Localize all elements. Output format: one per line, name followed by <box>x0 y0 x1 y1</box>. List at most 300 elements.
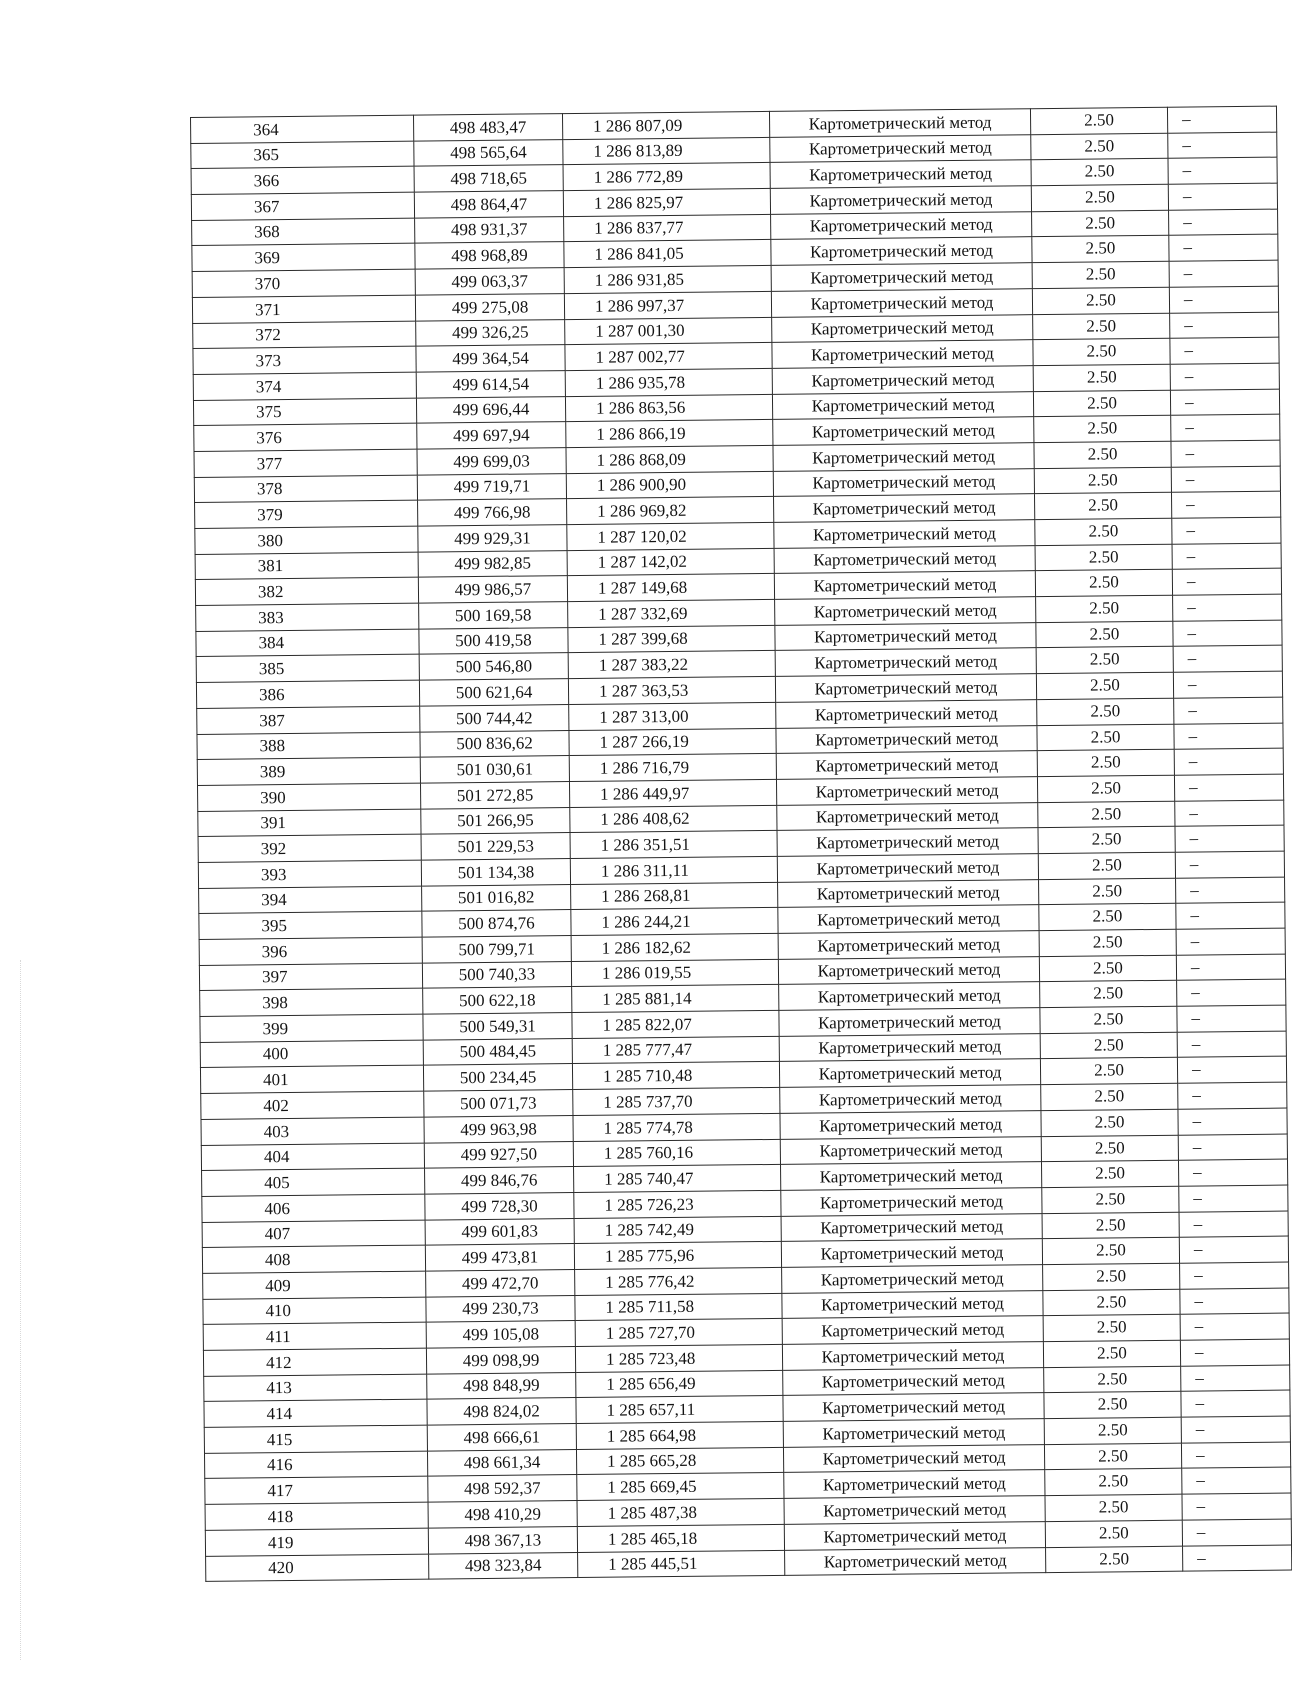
dash-cell: – <box>1176 902 1285 929</box>
dash-cell: – <box>1171 414 1280 441</box>
y-coordinate-cell: 1 285 881,14 <box>572 985 779 1013</box>
y-coordinate-cell: 1 286 969,82 <box>567 497 774 525</box>
accuracy-cell: 2.50 <box>1033 313 1170 340</box>
method-cell: Картометрический метод <box>778 879 1039 907</box>
x-coordinate-cell: 500 799,71 <box>422 936 571 963</box>
x-coordinate-cell: 499 699,03 <box>417 448 566 475</box>
dash-cell: – <box>1179 1236 1288 1263</box>
x-coordinate-cell: 499 929,31 <box>418 525 567 552</box>
accuracy-cell: 2.50 <box>1034 467 1171 494</box>
point-number-cell: 418 <box>205 1502 428 1530</box>
method-cell: Картометрический метод <box>781 1213 1042 1241</box>
point-number-cell: 405 <box>202 1168 425 1196</box>
method-cell: Картометрический метод <box>781 1188 1042 1216</box>
y-coordinate-cell: 1 287 363,53 <box>568 677 775 705</box>
accuracy-cell: 2.50 <box>1039 955 1176 982</box>
point-number-cell: 407 <box>202 1220 425 1248</box>
point-number-cell: 419 <box>205 1528 428 1556</box>
x-coordinate-cell: 498 824,02 <box>427 1398 576 1425</box>
y-coordinate-cell: 1 285 742,49 <box>574 1216 781 1244</box>
method-cell: Картометрический метод <box>772 366 1033 394</box>
x-coordinate-cell: 499 105,08 <box>426 1321 575 1348</box>
method-cell: Картометрический метод <box>777 802 1038 830</box>
x-coordinate-cell: 499 963,98 <box>424 1115 573 1142</box>
x-coordinate-cell: 501 272,85 <box>420 781 569 808</box>
dash-cell: – <box>1181 1416 1290 1443</box>
accuracy-cell: 2.50 <box>1037 749 1174 776</box>
accuracy-cell: 2.50 <box>1040 1006 1177 1033</box>
x-coordinate-cell: 501 016,82 <box>422 884 571 911</box>
x-coordinate-cell: 499 982,85 <box>418 550 567 577</box>
point-number-cell: 411 <box>203 1322 426 1350</box>
point-number-cell: 367 <box>191 192 414 220</box>
accuracy-cell: 2.50 <box>1045 1520 1182 1547</box>
y-coordinate-cell: 1 287 142,02 <box>567 548 774 576</box>
accuracy-cell: 2.50 <box>1041 1083 1178 1110</box>
method-cell: Картометрический метод <box>776 777 1037 805</box>
y-coordinate-cell: 1 286 268,81 <box>571 882 778 910</box>
method-cell: Картометрический метод <box>773 468 1034 496</box>
method-cell: Картометрический метод <box>776 751 1037 779</box>
accuracy-cell: 2.50 <box>1040 1058 1177 1085</box>
dash-cell: – <box>1178 1082 1287 1109</box>
dash-cell: – <box>1168 157 1277 184</box>
y-coordinate-cell: 1 286 716,79 <box>569 754 776 782</box>
x-coordinate-cell: 500 546,80 <box>419 653 568 680</box>
point-number-cell: 387 <box>197 706 420 734</box>
y-coordinate-cell: 1 285 760,16 <box>573 1139 780 1167</box>
method-cell: Картометрический метод <box>771 237 1032 265</box>
point-number-cell: 420 <box>206 1554 429 1582</box>
method-cell: Картометрический метод <box>772 340 1033 368</box>
method-cell: Картометрический метод <box>782 1342 1043 1370</box>
dash-cell: – <box>1181 1390 1290 1417</box>
x-coordinate-cell: 499 986,57 <box>418 576 567 603</box>
x-coordinate-cell: 499 098,99 <box>426 1347 575 1374</box>
x-coordinate-cell: 500 744,42 <box>420 704 569 731</box>
y-coordinate-cell: 1 286 863,56 <box>565 394 772 422</box>
x-coordinate-cell: 498 323,84 <box>429 1552 578 1579</box>
y-coordinate-cell: 1 287 399,68 <box>568 625 775 653</box>
point-number-cell: 391 <box>198 809 421 837</box>
point-number-cell: 417 <box>205 1477 428 1505</box>
x-coordinate-cell: 499 364,54 <box>416 345 565 372</box>
dash-cell: – <box>1182 1519 1291 1546</box>
y-coordinate-cell: 1 286 019,55 <box>571 959 778 987</box>
dash-cell: – <box>1170 312 1279 339</box>
point-number-cell: 406 <box>202 1194 425 1222</box>
y-coordinate-cell: 1 285 711,58 <box>575 1293 782 1321</box>
x-coordinate-cell: 499 473,81 <box>425 1244 574 1271</box>
accuracy-cell: 2.50 <box>1037 775 1174 802</box>
method-cell: Картометрический метод <box>783 1419 1044 1447</box>
accuracy-cell: 2.50 <box>1035 544 1172 571</box>
y-coordinate-cell: 1 285 465,18 <box>577 1524 784 1552</box>
dash-cell: – <box>1168 183 1277 210</box>
method-cell: Картометрический метод <box>772 314 1033 342</box>
dash-cell: – <box>1174 723 1283 750</box>
y-coordinate-cell: 1 286 813,89 <box>563 137 770 165</box>
x-coordinate-cell: 498 367,13 <box>428 1526 577 1553</box>
y-coordinate-cell: 1 286 311,11 <box>570 856 777 884</box>
point-number-cell: 393 <box>198 860 421 888</box>
dash-cell: – <box>1178 1159 1287 1186</box>
y-coordinate-cell: 1 287 383,22 <box>568 651 775 679</box>
method-cell: Картометрический метод <box>775 622 1036 650</box>
y-coordinate-cell: 1 286 997,37 <box>564 291 771 319</box>
y-coordinate-cell: 1 287 332,69 <box>568 599 775 627</box>
dash-cell: – <box>1179 1211 1288 1238</box>
x-coordinate-cell: 498 931,37 <box>415 216 564 243</box>
y-coordinate-cell: 1 286 408,62 <box>570 805 777 833</box>
y-coordinate-cell: 1 285 710,48 <box>572 1062 779 1090</box>
x-coordinate-cell: 498 661,34 <box>427 1449 576 1476</box>
method-cell: Картометрический метод <box>775 597 1036 625</box>
method-cell: Картометрический метод <box>778 956 1039 984</box>
dash-cell: – <box>1176 928 1285 955</box>
accuracy-cell: 2.50 <box>1033 338 1170 365</box>
x-coordinate-cell: 498 848,99 <box>427 1372 576 1399</box>
point-number-cell: 402 <box>201 1091 424 1119</box>
point-number-cell: 409 <box>203 1271 426 1299</box>
y-coordinate-cell: 1 285 727,70 <box>575 1319 782 1347</box>
method-cell: Картометрический метод <box>774 520 1035 548</box>
point-number-cell: 398 <box>200 988 423 1016</box>
x-coordinate-cell: 501 030,61 <box>420 756 569 783</box>
y-coordinate-cell: 1 285 656,49 <box>576 1370 783 1398</box>
y-coordinate-cell: 1 285 776,42 <box>575 1267 782 1295</box>
method-cell: Картометрический метод <box>777 854 1038 882</box>
point-number-cell: 383 <box>196 603 419 631</box>
y-coordinate-cell: 1 286 837,77 <box>564 214 771 242</box>
x-coordinate-cell: 498 968,89 <box>415 242 564 269</box>
method-cell: Картометрический метод <box>770 134 1031 162</box>
dash-cell: – <box>1169 286 1278 313</box>
accuracy-cell: 2.50 <box>1039 904 1176 931</box>
accuracy-cell: 2.50 <box>1031 159 1168 186</box>
point-number-cell: 413 <box>204 1374 427 1402</box>
y-coordinate-cell: 1 285 723,48 <box>575 1344 782 1372</box>
x-coordinate-cell: 500 071,73 <box>424 1090 573 1117</box>
method-cell: Картометрический метод <box>783 1393 1044 1421</box>
x-coordinate-cell: 498 565,64 <box>414 139 563 166</box>
accuracy-cell: 2.50 <box>1038 852 1175 879</box>
accuracy-cell: 2.50 <box>1039 878 1176 905</box>
y-coordinate-cell: 1 285 740,47 <box>574 1165 781 1193</box>
point-number-cell: 370 <box>192 269 415 297</box>
point-number-cell: 377 <box>194 449 417 477</box>
dash-cell: – <box>1177 1031 1286 1058</box>
coordinates-table <box>190 106 1292 1582</box>
dash-cell: – <box>1173 594 1282 621</box>
accuracy-cell: 2.50 <box>1038 826 1175 853</box>
point-number-cell: 376 <box>194 423 417 451</box>
accuracy-cell: 2.50 <box>1040 1032 1177 1059</box>
point-number-cell: 396 <box>199 937 422 965</box>
accuracy-cell: 2.50 <box>1042 1186 1179 1213</box>
x-coordinate-cell: 498 483,47 <box>413 114 562 141</box>
y-coordinate-cell: 1 287 313,00 <box>569 702 776 730</box>
y-coordinate-cell: 1 286 351,51 <box>570 831 777 859</box>
method-cell: Картометрический метод <box>783 1367 1044 1395</box>
x-coordinate-cell: 501 229,53 <box>421 833 570 860</box>
dash-cell: – <box>1178 1108 1287 1135</box>
accuracy-cell: 2.50 <box>1045 1469 1182 1496</box>
dash-cell: – <box>1173 671 1282 698</box>
y-coordinate-cell: 1 285 737,70 <box>573 1088 780 1116</box>
method-cell: Картометрический метод <box>774 545 1035 573</box>
point-number-cell: 371 <box>192 295 415 323</box>
y-coordinate-cell: 1 286 772,89 <box>563 163 770 191</box>
y-coordinate-cell: 1 286 807,09 <box>562 111 769 139</box>
method-cell: Картометрический метод <box>773 417 1034 445</box>
dash-cell: – <box>1181 1442 1290 1469</box>
accuracy-cell: 2.50 <box>1042 1212 1179 1239</box>
x-coordinate-cell: 499 326,25 <box>416 319 565 346</box>
point-number-cell: 378 <box>194 475 417 503</box>
method-cell: Картометрический метод <box>779 1008 1040 1036</box>
method-cell: Картометрический метод <box>785 1547 1046 1575</box>
point-number-cell: 414 <box>204 1399 427 1427</box>
dash-cell: – <box>1180 1339 1289 1366</box>
accuracy-cell: 2.50 <box>1033 390 1170 417</box>
y-coordinate-cell: 1 285 774,78 <box>573 1113 780 1141</box>
dash-cell: – <box>1175 800 1284 827</box>
y-coordinate-cell: 1 287 149,68 <box>567 574 774 602</box>
method-cell: Картометрический метод <box>781 1162 1042 1190</box>
method-cell: Картометрический метод <box>770 186 1031 214</box>
method-cell: Картометрический метод <box>779 1059 1040 1087</box>
accuracy-cell: 2.50 <box>1038 801 1175 828</box>
x-coordinate-cell: 498 666,61 <box>427 1424 576 1451</box>
point-number-cell: 403 <box>201 1117 424 1145</box>
accuracy-cell: 2.50 <box>1044 1417 1181 1444</box>
x-coordinate-cell: 500 234,45 <box>423 1064 572 1091</box>
x-coordinate-cell: 499 846,76 <box>425 1167 574 1194</box>
y-coordinate-cell: 1 285 657,11 <box>576 1396 783 1424</box>
accuracy-cell: 2.50 <box>1037 698 1174 725</box>
y-coordinate-cell: 1 285 777,47 <box>572 1036 779 1064</box>
y-coordinate-cell: 1 286 182,62 <box>571 933 778 961</box>
coordinates-table-wrapper <box>190 107 1206 1582</box>
point-number-cell: 364 <box>191 115 414 143</box>
dash-cell: – <box>1182 1493 1291 1520</box>
dash-cell: – <box>1172 543 1281 570</box>
dash-cell: – <box>1171 440 1280 467</box>
x-coordinate-cell: 501 134,38 <box>421 858 570 885</box>
accuracy-cell: 2.50 <box>1043 1289 1180 1316</box>
y-coordinate-cell: 1 287 002,77 <box>565 343 772 371</box>
y-coordinate-cell: 1 286 900,90 <box>566 471 773 499</box>
method-cell: Картометрический метод <box>781 1239 1042 1267</box>
point-number-cell: 381 <box>195 552 418 580</box>
y-coordinate-cell: 1 285 445,51 <box>578 1550 785 1578</box>
point-number-cell: 390 <box>197 783 420 811</box>
point-number-cell: 415 <box>204 1425 427 1453</box>
dash-cell: – <box>1176 954 1285 981</box>
method-cell: Картометрический метод <box>782 1316 1043 1344</box>
point-number-cell: 416 <box>204 1451 427 1479</box>
dash-cell: – <box>1175 851 1284 878</box>
dash-cell: – <box>1178 1134 1287 1161</box>
x-coordinate-cell: 499 697,94 <box>417 422 566 449</box>
method-cell: Картометрический метод <box>780 1110 1041 1138</box>
method-cell: Картометрический метод <box>783 1444 1044 1472</box>
method-cell: Картометрический метод <box>778 905 1039 933</box>
y-coordinate-cell: 1 286 841,05 <box>564 240 771 268</box>
point-number-cell: 400 <box>200 1040 423 1068</box>
point-number-cell: 379 <box>195 500 418 528</box>
accuracy-cell: 2.50 <box>1036 595 1173 622</box>
accuracy-cell: 2.50 <box>1037 724 1174 751</box>
method-cell: Картометрический метод <box>770 160 1031 188</box>
x-coordinate-cell: 498 864,47 <box>414 191 563 218</box>
x-coordinate-cell: 500 874,76 <box>422 910 571 937</box>
accuracy-cell: 2.50 <box>1036 621 1173 648</box>
method-cell: Картометрический метод <box>775 674 1036 702</box>
method-cell: Картометрический метод <box>782 1265 1043 1293</box>
dash-cell: – <box>1169 235 1278 262</box>
dash-cell: – <box>1180 1262 1289 1289</box>
method-cell: Картометрический метод <box>776 699 1037 727</box>
accuracy-cell: 2.50 <box>1045 1494 1182 1521</box>
x-coordinate-cell: 501 266,95 <box>421 807 570 834</box>
x-coordinate-cell: 499 472,70 <box>426 1269 575 1296</box>
accuracy-cell: 2.50 <box>1041 1160 1178 1187</box>
dash-cell: – <box>1182 1467 1291 1494</box>
point-number-cell: 365 <box>191 141 414 169</box>
point-number-cell: 382 <box>195 578 418 606</box>
dash-cell: – <box>1172 568 1281 595</box>
dash-cell: – <box>1172 517 1281 544</box>
method-cell: Картометрический метод <box>784 1521 1045 1549</box>
method-cell: Картометрический метод <box>774 571 1035 599</box>
accuracy-cell: 2.50 <box>1036 672 1173 699</box>
x-coordinate-cell: 500 549,31 <box>423 1013 572 1040</box>
y-coordinate-cell: 1 285 726,23 <box>574 1190 781 1218</box>
y-coordinate-cell: 1 285 822,07 <box>572 1010 779 1038</box>
x-coordinate-cell: 500 169,58 <box>419 602 568 629</box>
x-coordinate-cell: 499 614,54 <box>416 370 565 397</box>
accuracy-cell: 2.50 <box>1044 1392 1181 1419</box>
accuracy-cell: 2.50 <box>1032 236 1169 263</box>
y-coordinate-cell: 1 286 868,09 <box>566 445 773 473</box>
dash-cell: – <box>1174 697 1283 724</box>
accuracy-cell: 2.50 <box>1041 1135 1178 1162</box>
dash-cell: – <box>1170 389 1279 416</box>
accuracy-cell: 2.50 <box>1031 184 1168 211</box>
x-coordinate-cell: 499 728,30 <box>425 1192 574 1219</box>
y-coordinate-cell: 1 286 825,97 <box>563 188 770 216</box>
dash-cell: – <box>1168 132 1277 159</box>
dash-cell: – <box>1176 877 1285 904</box>
method-cell: Картометрический метод <box>777 828 1038 856</box>
accuracy-cell: 2.50 <box>1032 210 1169 237</box>
point-number-cell: 384 <box>196 629 419 657</box>
y-coordinate-cell: 1 287 120,02 <box>567 522 774 550</box>
point-number-cell: 397 <box>199 963 422 991</box>
accuracy-cell: 2.50 <box>1031 133 1168 160</box>
point-number-cell: 392 <box>198 834 421 862</box>
method-cell: Картометрический метод <box>778 931 1039 959</box>
accuracy-cell: 2.50 <box>1030 107 1167 134</box>
x-coordinate-cell: 499 766,98 <box>418 499 567 526</box>
point-number-cell: 404 <box>201 1143 424 1171</box>
point-number-cell: 395 <box>199 911 422 939</box>
point-number-cell: 385 <box>196 655 419 683</box>
y-coordinate-cell: 1 285 487,38 <box>577 1498 784 1526</box>
dash-cell: – <box>1173 620 1282 647</box>
x-coordinate-cell: 499 230,73 <box>426 1295 575 1322</box>
x-coordinate-cell: 499 719,71 <box>417 473 566 500</box>
accuracy-cell: 2.50 <box>1036 647 1173 674</box>
point-number-cell: 373 <box>193 346 416 374</box>
point-number-cell: 401 <box>200 1066 423 1094</box>
point-number-cell: 408 <box>202 1245 425 1273</box>
point-number-cell: 412 <box>203 1348 426 1376</box>
y-coordinate-cell: 1 285 669,45 <box>577 1473 784 1501</box>
method-cell: Картометрический метод <box>776 725 1037 753</box>
x-coordinate-cell: 499 063,37 <box>415 268 564 295</box>
accuracy-cell: 2.50 <box>1034 441 1171 468</box>
accuracy-cell: 2.50 <box>1032 287 1169 314</box>
accuracy-cell: 2.50 <box>1043 1315 1180 1342</box>
accuracy-cell: 2.50 <box>1035 570 1172 597</box>
accuracy-cell: 2.50 <box>1046 1546 1183 1573</box>
dash-cell: – <box>1170 363 1279 390</box>
x-coordinate-cell: 499 927,50 <box>424 1141 573 1168</box>
y-coordinate-cell: 1 285 665,28 <box>576 1447 783 1475</box>
method-cell: Картометрический метод <box>775 648 1036 676</box>
x-coordinate-cell: 498 718,65 <box>414 165 563 192</box>
accuracy-cell: 2.50 <box>1043 1340 1180 1367</box>
x-coordinate-cell: 499 601,83 <box>425 1218 574 1245</box>
point-number-cell: 368 <box>192 218 415 246</box>
y-coordinate-cell: 1 286 935,78 <box>565 368 772 396</box>
method-cell: Картометрический метод <box>771 211 1032 239</box>
point-number-cell: 375 <box>193 398 416 426</box>
x-coordinate-cell: 500 621,64 <box>419 679 568 706</box>
method-cell: Картометрический метод <box>784 1470 1045 1498</box>
method-cell: Картометрический метод <box>779 1033 1040 1061</box>
y-coordinate-cell: 1 285 664,98 <box>576 1421 783 1449</box>
x-coordinate-cell: 499 696,44 <box>416 396 565 423</box>
point-number-cell: 399 <box>200 1014 423 1042</box>
dash-cell: – <box>1167 106 1276 133</box>
point-number-cell: 372 <box>193 321 416 349</box>
dash-cell: – <box>1183 1545 1292 1572</box>
method-cell: Картометрический метод <box>774 494 1035 522</box>
y-coordinate-cell: 1 286 244,21 <box>571 908 778 936</box>
accuracy-cell: 2.50 <box>1039 929 1176 956</box>
method-cell: Картометрический метод <box>771 289 1032 317</box>
point-number-cell: 380 <box>195 526 418 554</box>
dash-cell: – <box>1177 1005 1286 1032</box>
method-cell: Картометрический метод <box>773 443 1034 471</box>
accuracy-cell: 2.50 <box>1044 1443 1181 1470</box>
dash-cell: – <box>1180 1288 1289 1315</box>
point-number-cell: 374 <box>193 372 416 400</box>
x-coordinate-cell: 500 484,45 <box>423 1038 572 1065</box>
method-cell: Картометрический метод <box>772 391 1033 419</box>
y-coordinate-cell: 1 286 866,19 <box>566 420 773 448</box>
method-cell: Картометрический метод <box>771 263 1032 291</box>
dash-cell: – <box>1175 825 1284 852</box>
accuracy-cell: 2.50 <box>1040 981 1177 1008</box>
accuracy-cell: 2.50 <box>1035 518 1172 545</box>
point-number-cell: 386 <box>196 680 419 708</box>
method-cell: Картометрический метод <box>780 1136 1041 1164</box>
